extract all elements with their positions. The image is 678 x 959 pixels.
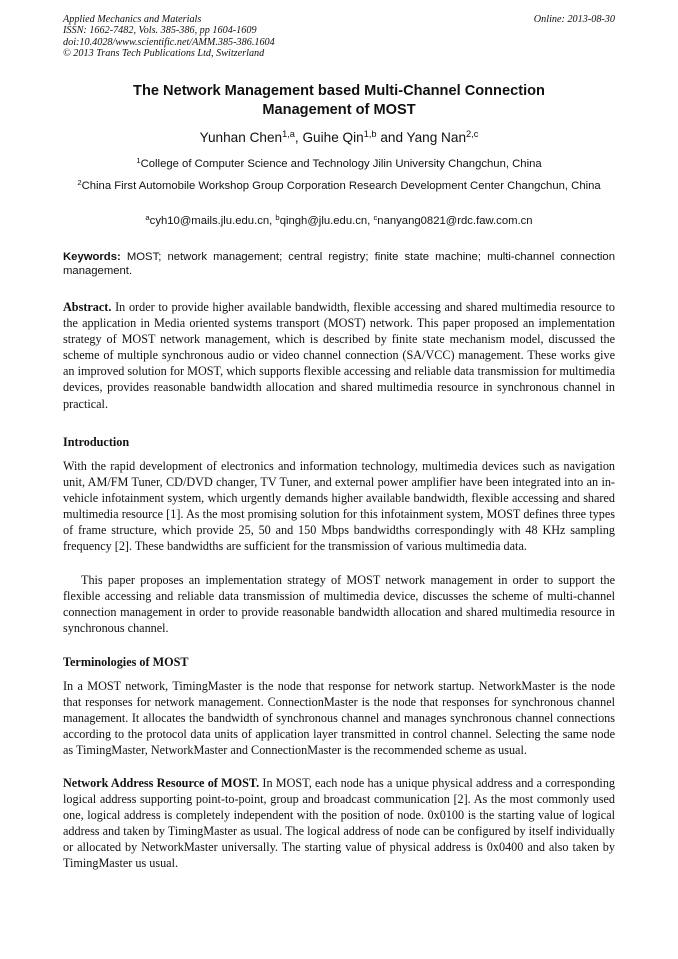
author-sup: 1,b bbox=[363, 128, 377, 139]
issn-line: ISSN: 1662-7482, Vols. 385-386, pp 1604-1609 bbox=[63, 25, 257, 37]
terminologies-paragraph-1: In a MOST network, TimingMaster is the node that response for network startup. NetworkMaster is the node that responses for network management. ConnectionMaster is the node that responses for synchronous channel management. It allocates the bandwidth of synchronous channel and manages synchronous channel connections according to the protocol data units of application layer transmitted in control channel. Selecting the same node as TimingMaster, NetworkMaster and ConnectionMaster is the recommended scheme as usual. bbox=[63, 679, 615, 758]
terminologies-heading: Terminologies of MOST bbox=[63, 655, 189, 669]
introduction-paragraph-2: This paper proposes an implementation strategy of MOST network management in order to support the flexible accessing and reliable data transmission of multimedia device, discusses the scheme of multi-channel connection management in order to provide reasonable bandwidth allocation and shared multimedia resource in synchronous channel. bbox=[63, 573, 615, 636]
affiliation-sup: 1 bbox=[136, 155, 141, 165]
author-name: Yang Nan bbox=[406, 130, 466, 145]
keywords bbox=[63, 251, 615, 278]
doi-line: doi:10.4028/www.scientific.net/AMM.385-386.1604 bbox=[63, 36, 275, 48]
keywords-text: MOST; network management; central registry; finite state machine; multi-channel connection management. bbox=[63, 251, 615, 277]
paper-title: The Network Management based Multi-Channel Connection Management of MOST bbox=[133, 83, 545, 118]
introduction-paragraph-1: With the rapid development of electronics and information technology, multimedia devices such as navigation unit, AM/FM Tuner, CD/DVD changer, TV Tuner, and external power amplifier have been integrated into an in-vehicle infotainment system, which urgently demands higher available bandwidth, flexible accessing and shared multimedia resource [1]. As the most promising solution for this infotainment system, MOST defines three types of frame structure, which provide 25, 50 and 150 Mbps bandwidths correspondingly with 48 KHz sampling frequency [2]. These bandwidths are sufficient for the transmission of various multimedia data. bbox=[63, 459, 615, 554]
paper-title-block bbox=[63, 82, 615, 120]
terminologies-paragraph-2 bbox=[63, 775, 615, 872]
affiliation-text: China First Automobile Workshop Group Corporation Research Development Center Changchun, China bbox=[81, 180, 601, 192]
copyright-line: © 2013 Trans Tech Publications Ltd, Switzerland bbox=[63, 48, 265, 60]
author-sup: 2,c bbox=[466, 128, 479, 139]
email-sup: c bbox=[373, 212, 378, 222]
author-emails bbox=[63, 214, 615, 229]
email-sup: a bbox=[145, 212, 150, 222]
subsection-text: In MOST, each node has a unique physical address and a corresponding logical address supporting point-to-point, group and broadcast communication [2]. As the most commonly used one, logical address is completely independent with the position of node. 0x0100 is the starting value of logical address and taken by TimingMaster as usual. The logical address of node can be configured by itself individually or allocated by NetworkMaster universally. The starting value of physical address is 0x0400 and also taken by TimingMaster us usual. bbox=[63, 776, 616, 871]
email-text[interactable]: nanyang0821@rdc.faw.com.cn bbox=[377, 215, 533, 227]
affiliation-2 bbox=[63, 179, 615, 194]
affiliation-1 bbox=[63, 157, 615, 172]
keywords-label: Keywords: bbox=[63, 251, 121, 263]
author-separator: and bbox=[376, 130, 407, 145]
journal-header bbox=[63, 14, 615, 60]
affiliation-text: College of Computer Science and Technology Jilin University Changchun, China bbox=[140, 158, 542, 170]
online-date: Online: 2013-08-30 bbox=[533, 14, 615, 25]
abstract-label: Abstract. bbox=[63, 300, 112, 314]
author-name: Yunhan Chen bbox=[199, 130, 283, 145]
author-separator: , bbox=[294, 130, 303, 145]
abstract bbox=[63, 299, 615, 412]
email-text[interactable]: cyh10@mails.jlu.edu.cn, bbox=[149, 215, 276, 227]
author-name: Guihe Qin bbox=[302, 130, 364, 145]
abstract-text: In order to provide higher available bandwidth, flexible accessing and shared multimedia resource to the application in Media oriented systems transport (MOST) network. This paper proposed an implementation strategy of MOST network management, which is described by finite state mechanism model, discussed the scheme of multiple synchronous audio or video channel connection (SA/VCC) management. These works give an improved solution for MOST, which supports flexible accessing and reliable data transmission for multimedia devices, provides reasonable bandwidth allocation and shared multimedia resource in synchronous channel in practical. bbox=[63, 300, 615, 411]
journal-name: Applied Mechanics and Materials bbox=[63, 14, 202, 25]
author-sup: 1,a bbox=[282, 128, 295, 139]
email-sup: b bbox=[275, 212, 280, 222]
email-text[interactable]: qingh@jlu.edu.cn, bbox=[279, 215, 374, 227]
affiliation-sup: 2 bbox=[77, 177, 82, 187]
author-list bbox=[63, 129, 615, 147]
introduction-heading: Introduction bbox=[63, 435, 130, 449]
subsection-lead: Network Address Resource of MOST. bbox=[63, 776, 260, 790]
